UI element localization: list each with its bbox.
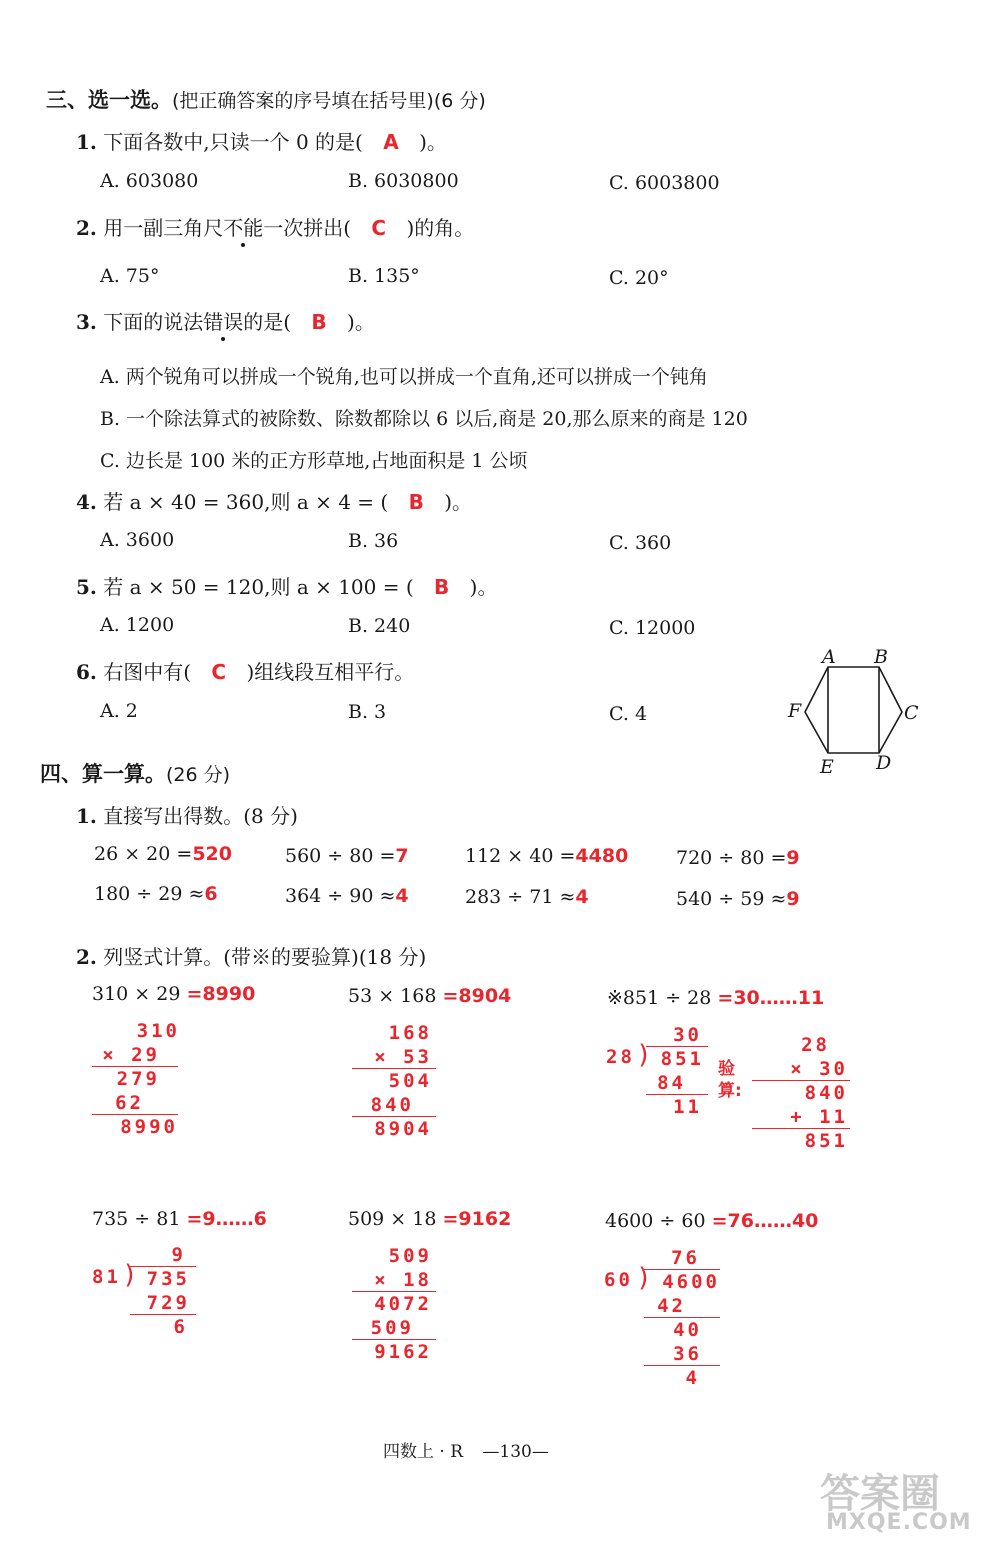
division-subtract: 729: [146, 1292, 190, 1314]
question-4: 4. 若 a × 40 = 360,则 a × 4 = ( B )。: [76, 490, 472, 514]
calc-item: 180 ÷ 29 ≈6: [94, 883, 218, 905]
figure-label-d: D: [876, 752, 892, 774]
rule-line: [92, 1066, 178, 1067]
q2-option-a: A. 75°: [100, 265, 160, 287]
vertical-problem-title: 4600 ÷ 60 =76……40: [605, 1210, 819, 1232]
question-1: 1. 下面各数中,只读一个 0 的是( A )。: [76, 130, 447, 154]
division-bar: [646, 1046, 708, 1047]
vertical-row: 504: [388, 1070, 432, 1092]
division-dividend: 735: [146, 1268, 190, 1290]
part-2-heading: 2. 列竖式计算。(带※的要验算)(18 分): [76, 945, 427, 969]
vertical-problem-title: 310 × 29 =8990: [92, 983, 256, 1005]
hexagon-outline: [805, 667, 902, 753]
rule-line: [752, 1080, 850, 1081]
q5-option-b: B. 240: [348, 615, 411, 637]
division-subtract: 84: [657, 1072, 686, 1094]
q2-option-c: C. 20°: [609, 267, 669, 289]
section-3-heading: 三、选一选。(把正确答案的序号填在括号里)(6 分): [46, 88, 486, 112]
vertical-problem-title: 509 × 18 =9162: [348, 1208, 512, 1230]
vertical-row: × 29: [102, 1044, 160, 1066]
division-quotient: 30: [673, 1024, 702, 1046]
division-partial: 40: [673, 1319, 702, 1341]
vertical-problem-title: 735 ÷ 81 =9……6: [92, 1208, 267, 1230]
rule-line: [352, 1339, 436, 1340]
division-divisor: 28: [606, 1046, 635, 1068]
answer-q6: C: [211, 660, 227, 684]
figure-label-b: B: [874, 646, 888, 668]
vertical-row: 279: [116, 1068, 160, 1090]
question-2: 2. 用一副三角尺不能一次拼出( C )的角。: [76, 212, 474, 241]
check-label: 验算:: [718, 1059, 742, 1101]
rule-line: [644, 1317, 720, 1318]
q5-option-a: A. 1200: [100, 614, 175, 636]
page-footer: 四数上 · R —130—: [383, 1442, 549, 1462]
q1-option-a: A. 603080: [100, 170, 199, 192]
q6-option-b: B. 3: [348, 701, 387, 723]
vertical-row: 509: [370, 1317, 414, 1339]
check-row: 851: [804, 1130, 848, 1152]
rule-line: [644, 1365, 720, 1366]
calc-item: 560 ÷ 80 =7: [285, 845, 409, 867]
rule-line: [646, 1094, 708, 1095]
division-bracket: ): [636, 1263, 652, 1293]
calc-item: 26 × 20 =520: [94, 843, 232, 865]
q2-option-b: B. 135°: [348, 265, 420, 287]
vertical-row: 62: [115, 1092, 144, 1114]
vertical-row: 168: [388, 1022, 432, 1044]
division-quotient: 76: [671, 1247, 700, 1269]
vertical-row: 4072: [374, 1293, 432, 1315]
rule-line: [352, 1068, 436, 1069]
vertical-problem-title: ※851 ÷ 28 =30……11: [607, 987, 825, 1009]
division-remainder: 4: [685, 1367, 700, 1389]
check-row: 28: [801, 1034, 830, 1056]
division-bar: [130, 1266, 196, 1267]
answer-q2: C: [371, 216, 387, 240]
vertical-row: 9162: [374, 1341, 432, 1363]
calc-item: 540 ÷ 59 ≈9: [676, 888, 800, 910]
calc-item: 364 ÷ 90 ≈4: [285, 885, 409, 907]
figure-label-e: E: [820, 756, 834, 778]
division-divisor: 60: [604, 1269, 633, 1291]
answer-q5: B: [434, 575, 450, 599]
division-subtract: 42: [657, 1295, 686, 1317]
rule-line: [752, 1128, 850, 1129]
q6-option-c: C. 4: [609, 703, 648, 725]
division-dividend: 851: [660, 1048, 704, 1070]
question-5: 5. 若 a × 50 = 120,则 a × 100 = ( B )。: [76, 575, 498, 599]
vertical-row: 509: [388, 1245, 432, 1267]
vertical-problem-title: 53 × 168 =8904: [348, 985, 512, 1007]
vertical-row: 310: [136, 1020, 180, 1042]
rule-line: [352, 1291, 436, 1292]
vertical-row: × 18: [374, 1269, 432, 1291]
figure-label-a: A: [822, 646, 836, 668]
division-remainder: 11: [673, 1096, 702, 1118]
q5-option-c: C. 12000: [609, 617, 696, 639]
q1-option-b: B. 6030800: [348, 170, 459, 192]
q3-option-b: B. 一个除法算式的被除数、除数都除以 6 以后,商是 20,那么原来的商是 120: [100, 408, 748, 430]
vertical-row: × 53: [374, 1046, 432, 1068]
figure-label-c: C: [904, 702, 919, 724]
question-6: 6. 右图中有( C )组线段互相平行。: [76, 660, 415, 684]
rule-line: [352, 1116, 436, 1117]
q1-option-c: C. 6003800: [609, 172, 720, 194]
q4-option-c: C. 360: [609, 532, 672, 554]
calc-item: 112 × 40 =4480: [465, 845, 629, 867]
vertical-row: 8904: [374, 1118, 432, 1140]
check-row: × 30: [790, 1058, 848, 1080]
vertical-row: 8990: [120, 1116, 178, 1138]
q4-option-b: B. 36: [348, 530, 399, 552]
q3-option-c: C. 边长是 100 米的正方形草地,占地面积是 1 公顷: [100, 450, 528, 472]
q4-option-a: A. 3600: [100, 529, 175, 551]
watermark-url: MXQE.COM: [826, 1510, 972, 1535]
answer-q1: A: [383, 130, 399, 154]
rule-line: [130, 1314, 196, 1315]
calc-item: 720 ÷ 80 =9: [676, 847, 800, 869]
question-3: 3. 下面的说法错误的是( B )。: [76, 306, 375, 335]
answer-q3: B: [311, 310, 327, 334]
q6-option-a: A. 2: [100, 700, 138, 722]
division-bracket: ): [636, 1040, 652, 1070]
division-dividend: 4600: [662, 1271, 720, 1293]
division-quotient: 9: [171, 1244, 186, 1266]
division-remainder: 6: [173, 1316, 188, 1338]
figure-label-f: F: [788, 700, 802, 722]
part-1-heading: 1. 直接写出得数。(8 分): [76, 804, 298, 828]
watermark-logo: 答案圈: [820, 1471, 940, 1517]
division-bracket: ): [122, 1260, 138, 1290]
division-bar: [644, 1269, 720, 1270]
vertical-row: 840: [370, 1094, 414, 1116]
rule-line: [92, 1114, 178, 1115]
section-4-heading: 四、算一算。(26 分): [40, 762, 231, 786]
answer-q4: B: [408, 490, 424, 514]
calc-item: 283 ÷ 71 ≈4: [465, 886, 589, 908]
q3-option-a: A. 两个锐角可以拼成一个锐角,也可以拼成一个直角,还可以拼成一个钝角: [100, 366, 708, 388]
division-subtract: 36: [673, 1343, 702, 1365]
division-divisor: 81: [92, 1266, 121, 1288]
check-row: 840: [804, 1082, 848, 1104]
check-row: + 11: [790, 1106, 848, 1128]
